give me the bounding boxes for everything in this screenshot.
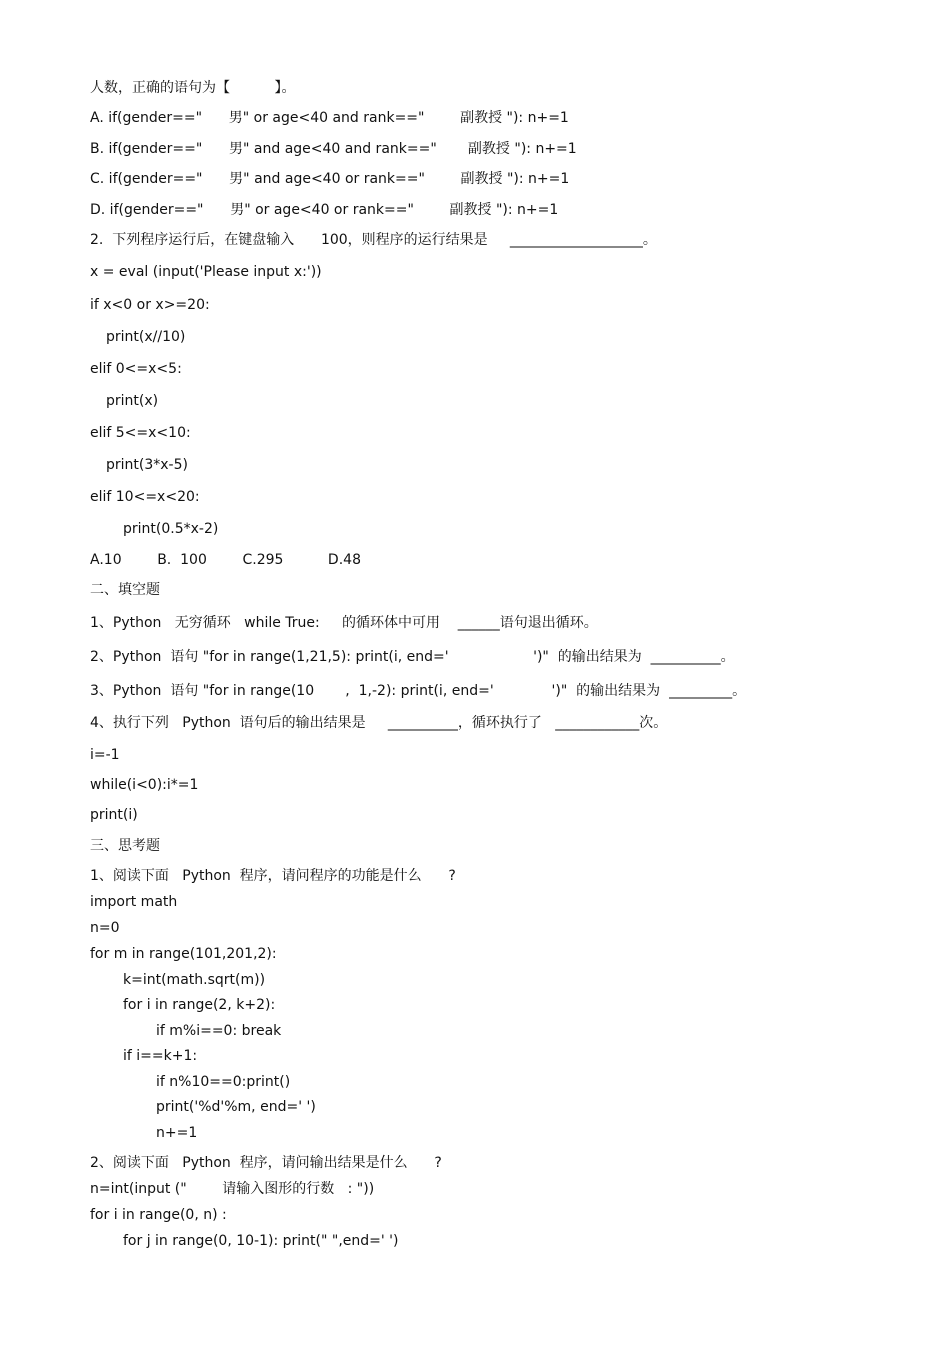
code-line: elif 0<=x<5: (90, 361, 182, 377)
code-line: if m%i==0: break (156, 1023, 282, 1039)
section-3-title: 三、思考题 (90, 838, 160, 854)
code-line: while(i<0):i*=1 (90, 777, 199, 793)
code-line: print(x//10) (106, 329, 186, 345)
option-c: C. if(gender==" 男" and age<40 or rank==" 副教授 "): n+=1 (90, 171, 570, 187)
option-b: B. if(gender==" 男" and age<40 and rank==" 副教授 "): n+=1 (90, 141, 577, 157)
option-a: A. if(gender==" 男" or age<40 and rank==" 副教授 "): n+=1 (90, 110, 569, 126)
code-line: n=0 (90, 920, 120, 936)
think-question-2: 2、阅读下面 Python 程序，请问输出结果是什么 ? (90, 1155, 442, 1171)
code-line: for j in range(0, 10-1): print(" ",end=' ') (123, 1233, 399, 1249)
code-line: for i in range(0, n) : (90, 1207, 227, 1223)
code-line: if i==k+1: (123, 1048, 198, 1064)
think-question-1: 1、阅读下面 Python 程序，请问程序的功能是什么 ? (90, 868, 456, 884)
fill-item-3: 3、Python 语句 "for in range(10 , 1,-2): print(i, end=' ')" 的输出结果为 _________。 (90, 683, 747, 699)
code-line: if n%10==0:print() (156, 1074, 291, 1090)
code-line: for i in range(2, k+2): (123, 997, 276, 1013)
code-line: x = eval (input('Please input x:')) (90, 264, 322, 280)
question-2-stem: 2. 下列程序运行后，在键盘输入 100，则程序的运行结果是 ___________________。 (90, 232, 657, 248)
code-line: k=int(math.sqrt(m)) (123, 972, 266, 988)
code-line: print(x) (106, 393, 159, 409)
fill-item-4: 4、执行下列 Python 语句后的输出结果是 __________，循环执行了 ____________次。 (90, 715, 668, 731)
code-line: n=int(input (" 请输入图形的行数 : ")) (90, 1181, 375, 1197)
section-2-title: 二、填空题 (90, 582, 160, 598)
code-line: print('%d'%m, end=' ') (156, 1099, 316, 1115)
code-line: n+=1 (156, 1125, 198, 1141)
question-2-options: A.10 B. 100 C.295 D.48 (90, 552, 361, 568)
fill-item-1: 1、Python 无穷循环 while True: 的循环体中可用 ______语句退出循环。 (90, 615, 598, 631)
code-line: if x<0 or x>=20: (90, 297, 210, 313)
code-line: print(3*x-5) (106, 457, 188, 473)
question-stem: 人数，正确的语句为【 】。 (90, 80, 296, 96)
code-line: elif 5<=x<10: (90, 425, 191, 441)
fill-item-2: 2、Python 语句 "for in range(1,21,5): print(i, end=' ')" 的输出结果为 __________。 (90, 649, 735, 665)
code-line: print(0.5*x-2) (123, 521, 219, 537)
code-line: elif 10<=x<20: (90, 489, 200, 505)
code-line: for m in range(101,201,2): (90, 946, 277, 962)
code-line: import math (90, 894, 178, 910)
code-line: i=-1 (90, 747, 120, 763)
option-d: D. if(gender==" 男" or age<40 or rank==" 副教授 "): n+=1 (90, 202, 559, 218)
code-line: print(i) (90, 807, 138, 823)
